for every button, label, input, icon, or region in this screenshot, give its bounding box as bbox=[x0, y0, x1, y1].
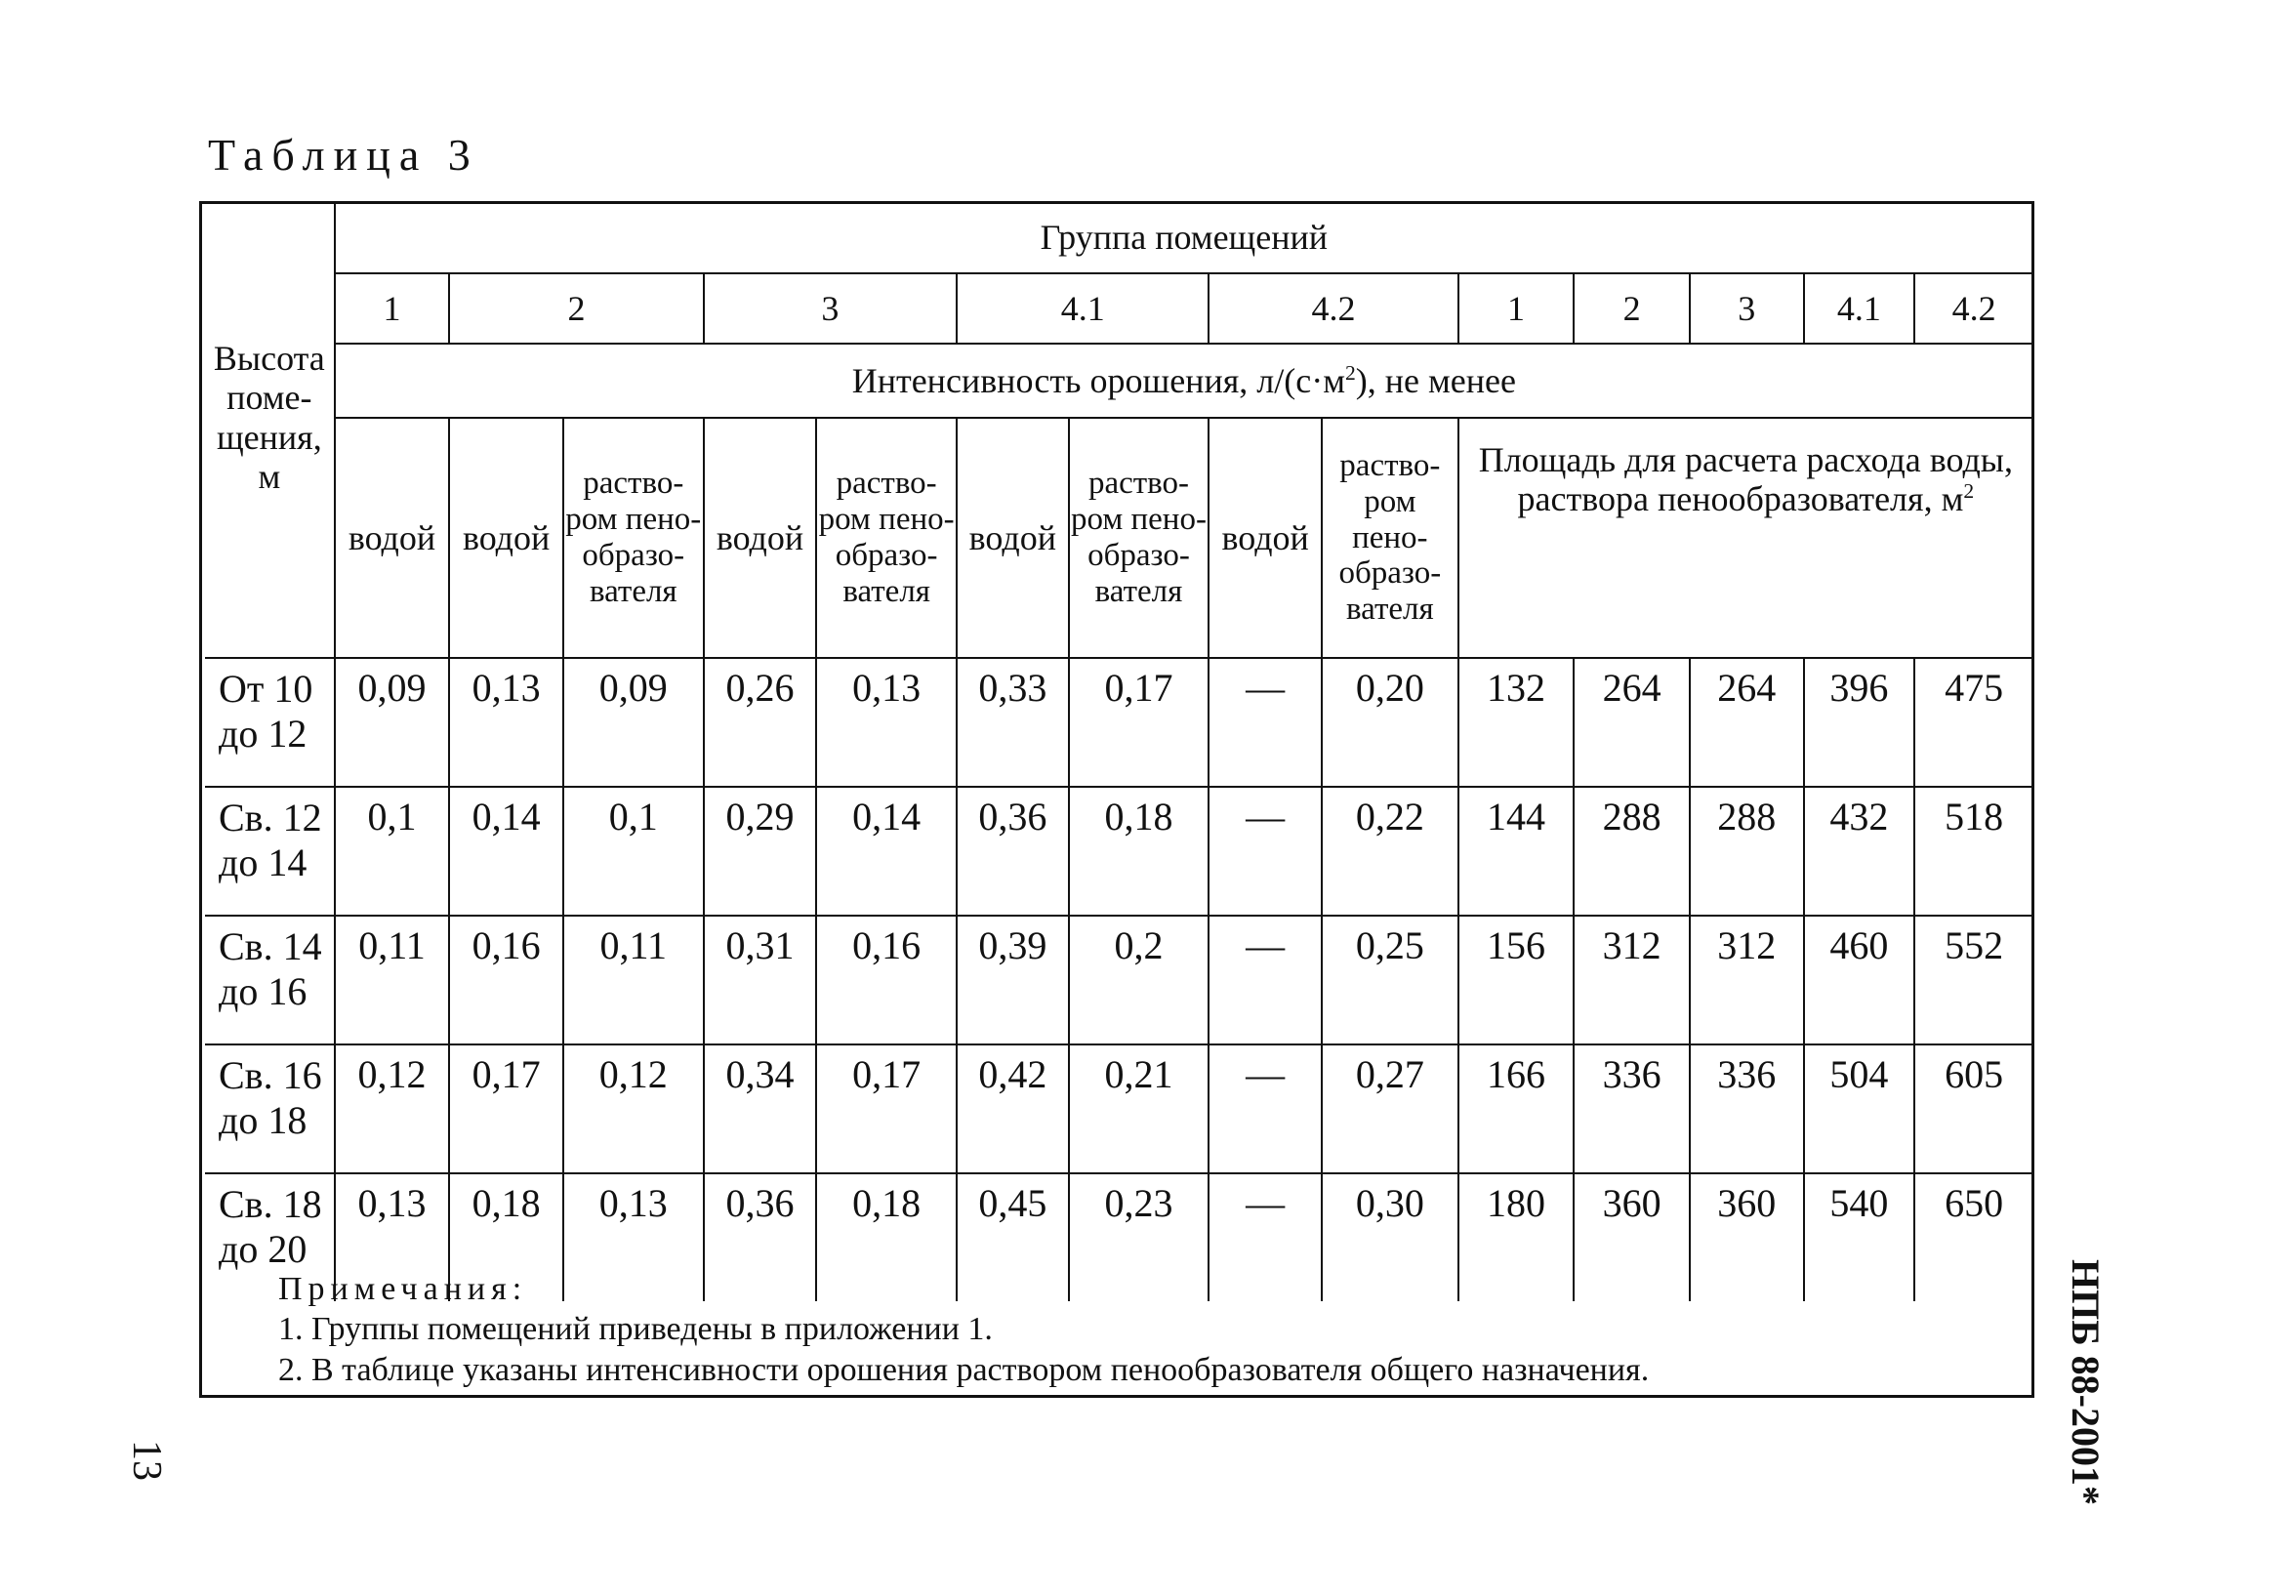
table-cell: 504 bbox=[1804, 1044, 1915, 1173]
table-cell: 336 bbox=[1574, 1044, 1690, 1173]
table-cell: 0,13 bbox=[816, 658, 957, 787]
table-cell: 166 bbox=[1458, 1044, 1575, 1173]
table-cell: 0,16 bbox=[449, 916, 563, 1044]
table-cell: 0,17 bbox=[1069, 658, 1210, 787]
agent-foam: раство-ром пено-образо-вателя bbox=[563, 418, 704, 658]
table-cell: 0,42 bbox=[957, 1044, 1069, 1173]
agent-foam: раство-ром пено-образо-вателя bbox=[1322, 418, 1458, 658]
header-row-agents bbox=[205, 418, 2032, 658]
table-cell: 460 bbox=[1804, 916, 1915, 1044]
table-notes bbox=[278, 1269, 1649, 1390]
table-cell: 0,12 bbox=[335, 1044, 450, 1173]
header-row-group bbox=[205, 202, 2032, 273]
table-cell: 0,11 bbox=[335, 916, 450, 1044]
table-cell: 475 bbox=[1914, 658, 2032, 787]
table-cell: 605 bbox=[1914, 1044, 2032, 1173]
table-cell: 0,14 bbox=[816, 787, 957, 916]
table-cell: 144 bbox=[1458, 787, 1575, 916]
table-cell: 0,13 bbox=[449, 658, 563, 787]
table-cell: — bbox=[1209, 1044, 1322, 1173]
row-height: Св. 14 до 16 bbox=[205, 916, 335, 1044]
table-cell: 0,21 bbox=[1069, 1044, 1210, 1173]
table-cell: 0,18 bbox=[1069, 787, 1210, 916]
agent-water: водой bbox=[704, 418, 817, 658]
table-cell: 0,27 bbox=[1322, 1044, 1458, 1173]
table-cell: — bbox=[1209, 658, 1322, 787]
table-cell: — bbox=[1209, 1173, 1322, 1301]
table-cell: 264 bbox=[1690, 658, 1804, 787]
group-number: 2 bbox=[1574, 273, 1690, 344]
table-cell: 0,30 bbox=[1322, 1173, 1458, 1301]
table-cell: 0,13 bbox=[335, 1173, 450, 1301]
group-number: 3 bbox=[1690, 273, 1804, 344]
agent-foam: раство-ром пено-образо-вателя bbox=[816, 418, 957, 658]
group-number: 1 bbox=[335, 273, 450, 344]
area-label: Площадь для расчета расхода воды, раствора пенообразователя, $м^2$ bbox=[1458, 418, 2032, 658]
group-number: 4.2 bbox=[1209, 273, 1457, 344]
table-cell: 0,18 bbox=[449, 1173, 563, 1301]
table-cell: 132 bbox=[1458, 658, 1575, 787]
table-cell: 0,45 bbox=[957, 1173, 1069, 1301]
table-cell: 180 bbox=[1458, 1173, 1575, 1301]
table-cell: 650 bbox=[1914, 1173, 2032, 1301]
table-cell: 396 bbox=[1804, 658, 1915, 787]
table-cell: 432 bbox=[1804, 787, 1915, 916]
table-cell: 0,36 bbox=[957, 787, 1069, 916]
table-cell: 0,39 bbox=[957, 916, 1069, 1044]
table-cell: 0,11 bbox=[563, 916, 704, 1044]
table-cell: 0,12 bbox=[563, 1044, 704, 1173]
document-code: НПБ 88-2001* bbox=[2064, 1259, 2108, 1505]
agent-water: водой bbox=[335, 418, 450, 658]
table-cell: 288 bbox=[1690, 787, 1804, 916]
table-cell: 0,09 bbox=[563, 658, 704, 787]
row-height: Св. 12 до 14 bbox=[205, 787, 335, 916]
table-cell: 0,17 bbox=[816, 1044, 957, 1173]
agent-foam: раство-ром пено-образо-вателя bbox=[1069, 418, 1210, 658]
table-cell: 0,20 bbox=[1322, 658, 1458, 787]
table-row bbox=[205, 1044, 2032, 1173]
intensity-label: Интенсивность орошения, $л/(с\cdot м^2)$, не менее bbox=[335, 344, 2032, 418]
table-cell: 288 bbox=[1574, 787, 1690, 916]
table-row bbox=[205, 787, 2032, 916]
table-cell: 0,22 bbox=[1322, 787, 1458, 916]
table-cell: 0,1 bbox=[563, 787, 704, 916]
table-cell: 552 bbox=[1914, 916, 2032, 1044]
table-cell: 0,23 bbox=[1069, 1173, 1210, 1301]
table-cell: 0,16 bbox=[816, 916, 957, 1044]
row-height: Св. 18 до 20 bbox=[205, 1173, 335, 1301]
agent-water: водой bbox=[1209, 418, 1322, 658]
table-cell: 0,29 bbox=[704, 787, 817, 916]
table-cell: 0,13 bbox=[563, 1173, 704, 1301]
row-height: Св. 16 до 18 bbox=[205, 1044, 335, 1173]
table-cell: 540 bbox=[1804, 1173, 1915, 1301]
table-cell: 312 bbox=[1690, 916, 1804, 1044]
table-cell: 518 bbox=[1914, 787, 2032, 916]
table-title: Таблица 3 bbox=[208, 130, 479, 180]
group-number: 4.1 bbox=[957, 273, 1209, 344]
table-cell: 0,26 bbox=[704, 658, 817, 787]
table-cell: 360 bbox=[1574, 1173, 1690, 1301]
table-cell: — bbox=[1209, 787, 1322, 916]
table-cell: 0,1 bbox=[335, 787, 450, 916]
header-row-group-numbers bbox=[205, 273, 2032, 344]
table-cell: 0,14 bbox=[449, 787, 563, 916]
agent-water: водой bbox=[957, 418, 1069, 658]
table-cell: 0,25 bbox=[1322, 916, 1458, 1044]
table-cell: 0,2 bbox=[1069, 916, 1210, 1044]
table-cell: 0,36 bbox=[704, 1173, 817, 1301]
table-cell: 264 bbox=[1574, 658, 1690, 787]
table-cell: 0,31 bbox=[704, 916, 817, 1044]
group-number: 4.1 bbox=[1804, 273, 1915, 344]
header-height: Высота поме-щения, м bbox=[205, 202, 335, 658]
table-cell: 0,09 bbox=[335, 658, 450, 787]
note-item: 2. В таблице указаны интенсивности орошения раствором пенообразователя общего назначения. bbox=[278, 1351, 1650, 1388]
table-cell: 0,34 bbox=[704, 1044, 817, 1173]
header-group-label: Группа помещений bbox=[335, 202, 2032, 273]
table-cell: 312 bbox=[1574, 916, 1690, 1044]
table-cell: 360 bbox=[1690, 1173, 1804, 1301]
table-cell: 0,33 bbox=[957, 658, 1069, 787]
table-row bbox=[205, 916, 2032, 1044]
group-number: 4.2 bbox=[1914, 273, 2032, 344]
table-cell: 0,18 bbox=[816, 1173, 957, 1301]
group-number: 3 bbox=[704, 273, 957, 344]
row-height: От 10 до 12 bbox=[205, 658, 335, 787]
agent-water: водой bbox=[449, 418, 563, 658]
group-number: 1 bbox=[1458, 273, 1575, 344]
note-item: 1. Группы помещений приведены в приложении 1. bbox=[278, 1311, 993, 1348]
group-number: 2 bbox=[449, 273, 703, 344]
notes-heading: Примечания: bbox=[278, 1271, 528, 1307]
page-number: 13 bbox=[124, 1440, 169, 1481]
data-table bbox=[205, 202, 2032, 1301]
table-cell: 0,17 bbox=[449, 1044, 563, 1173]
table-cell: — bbox=[1209, 916, 1322, 1044]
table-cell: 336 bbox=[1690, 1044, 1804, 1173]
table-row bbox=[205, 658, 2032, 787]
table-cell: 156 bbox=[1458, 916, 1575, 1044]
header-row-intensity bbox=[205, 344, 2032, 418]
